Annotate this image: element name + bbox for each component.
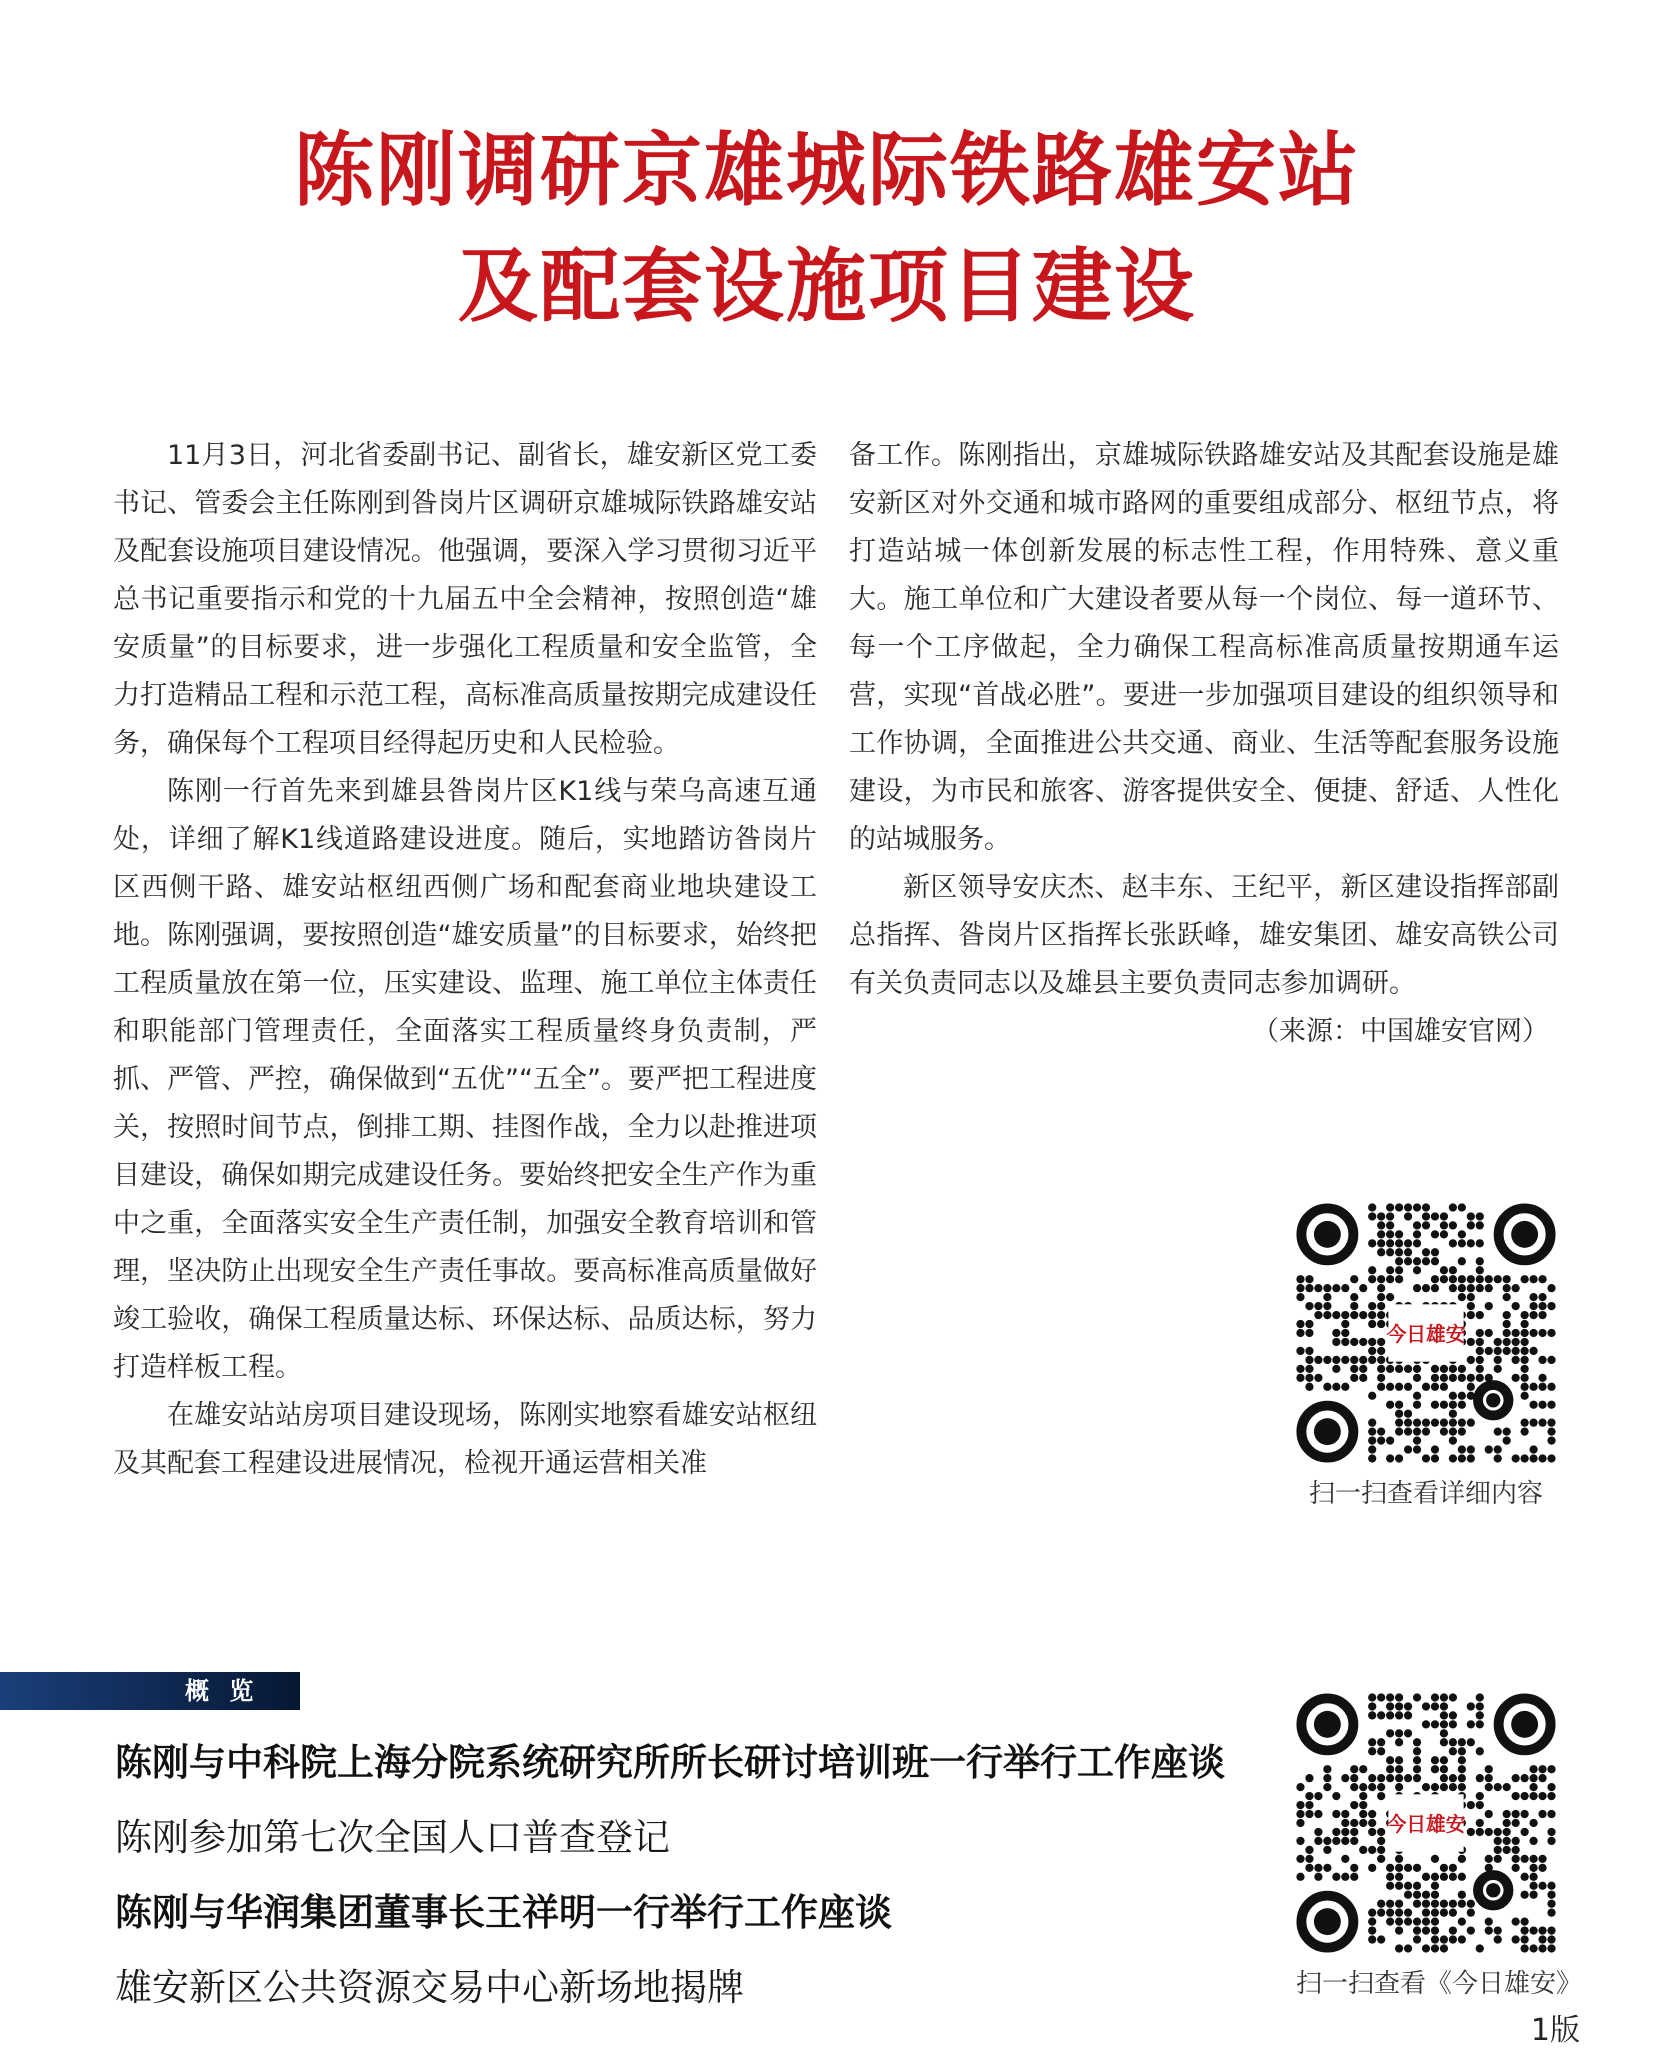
article-paragraph: 新区领导安庆杰、赵丰东、王纪平，新区建设指挥部副总指挥、昝岗片区指挥长张跃峰，雄安集团、雄安高铁公司有关负责同志以及雄县主要负责同志参加调研。 (849, 872, 1559, 999)
qr-code-article[interactable] (1296, 1203, 1556, 1510)
headline-line-1: 陈刚调研京雄城际铁路雄安站 (294, 123, 1360, 217)
page-number: 1版 (1530, 2013, 1580, 2048)
qr-code-newspaper[interactable] (1296, 1693, 1583, 2000)
qr-caption: 扫一扫查看详细内容 (1308, 1479, 1543, 1509)
section-label: 概 览 (185, 1677, 260, 1705)
overview-list (115, 1740, 1225, 2040)
overview-item[interactable]: 雄安新区公共资源交易中心新场地揭牌 (115, 1966, 744, 2009)
qr-logo-text: 今日雄安 (1386, 1813, 1466, 1837)
qr-code-icon (1296, 1693, 1556, 1953)
qr-logo-text: 今日雄安 (1386, 1323, 1466, 1347)
qr-caption: 扫一扫查看《今日雄安》 (1296, 1969, 1583, 1999)
headline (0, 112, 1654, 344)
article-paragraph: 11月3日，河北省委副书记、副省长，雄安新区党工委书记、管委会主任陈刚到昝岗片区调研京雄城际铁路雄安站及配套设施项目建设情况。他强调，要深入学习贯彻习近平总书记重要指示和党的十九届五中全会精神，按照创造“雄安质量”的目标要求，进一步强化工程质量和安全监管，全力打造精品工程和示范工程，高标准高质量按期完成建设任务，确保每个工程项目经得起历史和人民检验。 (113, 440, 817, 759)
article-paragraph: 在雄安站站房项目建设现场，陈刚实地察看雄安站枢纽及其配套工程建设进展情况，检视开通运营相关准 (113, 1400, 817, 1479)
headline-line-2: 及配套设施项目建设 (458, 239, 1196, 333)
overview-item[interactable]: 陈刚与华润集团董事长王祥明一行举行工作座谈 (115, 1891, 892, 1934)
article-paragraph: 备工作。陈刚指出，京雄城际铁路雄安站及其配套设施是雄安新区对外交通和城市路网的重要组成部分、枢纽节点，将打造站城一体创新发展的标志性工程，作用特殊、意义重大。施工单位和广大建设者要从每一个岗位、每一道环节、每一个工序做起，全力确保工程高标准高质量按期通车运营，实现“首战必胜”。要进一步加强项目建设的组织领导和工作协调，全面推进公共交通、商业、生活等配套服务设施建设，为市民和旅客、游客提供安全、便捷、舒适、人性化的站城服务。 (849, 440, 1559, 855)
article-paragraph: 陈刚一行首先来到雄县昝岗片区K1线与荣乌高速互通处，详细了解K1线道路建设进度。随后，实地踏访昝岗片区西侧干路、雄安站枢纽西侧广场和配套商业地块建设工地。陈刚强调，要按照创造“雄安质量”的目标要求，始终把工程质量放在第一位，压实建设、监理、施工单位主体责任和职能部门管理责任，全面落实工程质量终身负责制，严抓、严管、严控，确保做到“五优”“五全”。要严把工程进度关，按照时间节点，倒排工期、挂图作战，全力以赴推进项目建设，确保如期完成建设任务。要始终把安全生产作为重中之重，全面落实安全生产责任制，加强安全教育培训和管理，坚决防止出现安全生产责任事故。要高标准高质量做好竣工验收，确保工程质量达标、环保达标、品质达标，努力打造样板工程。 (113, 776, 817, 1383)
overview-item[interactable]: 陈刚与中科院上海分院系统研究所所长研讨培训班一行举行工作座谈 (115, 1741, 1225, 1784)
article-source: （来源：中国雄安官网） (1252, 1016, 1549, 1047)
article-column-left (113, 432, 817, 1488)
overview-item[interactable]: 陈刚参加第七次全国人口普查登记 (115, 1816, 670, 1859)
qr-code-icon (1296, 1203, 1556, 1463)
article-column-right (849, 432, 1559, 1056)
